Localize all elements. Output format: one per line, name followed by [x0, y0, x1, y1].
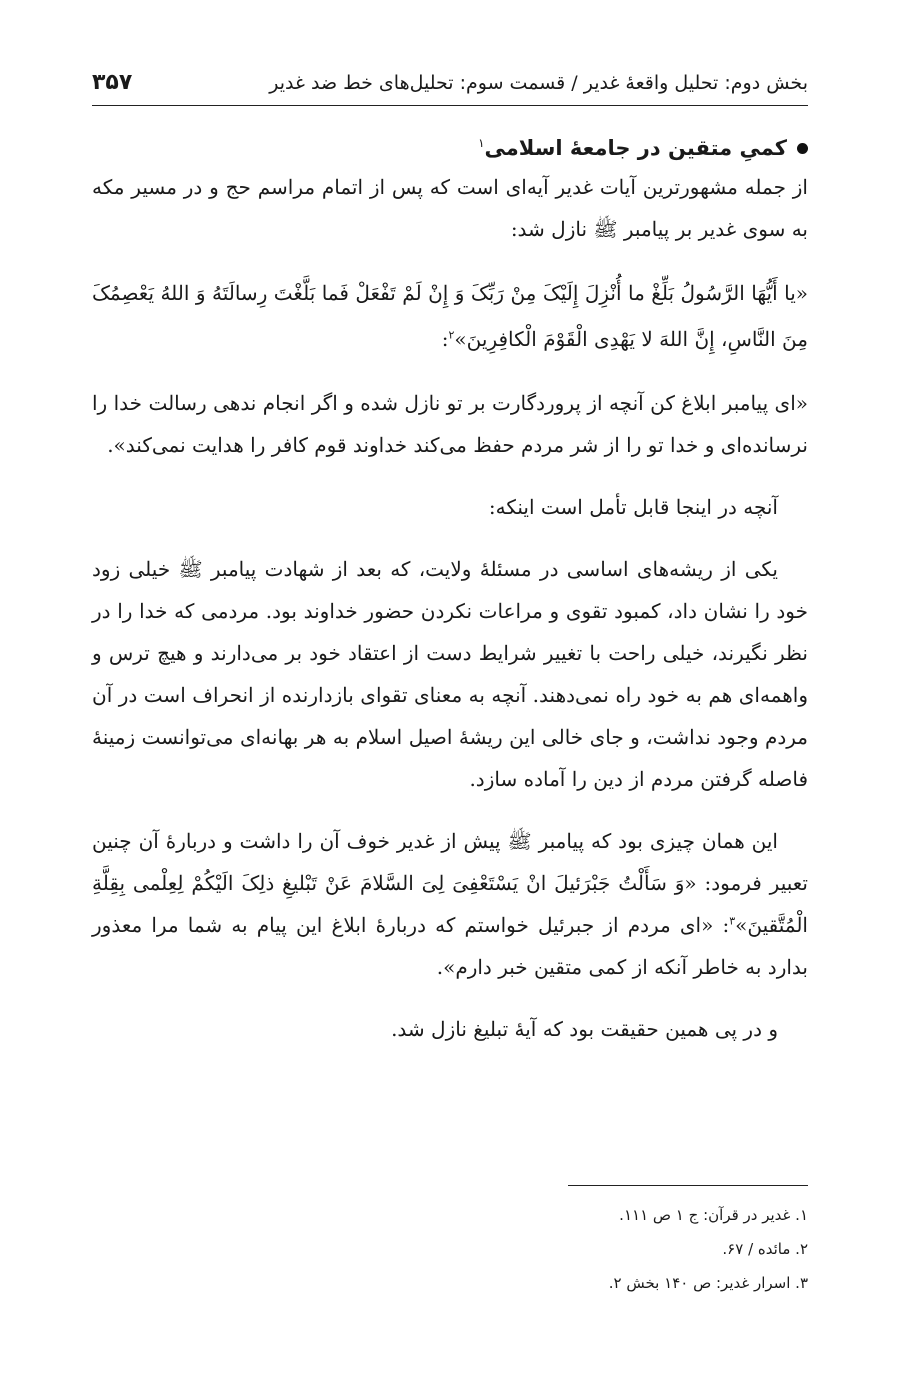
paragraph-conclusion: و در پی همین حقیقت بود که آیهٔ تبلیغ نازل شد.	[391, 1017, 778, 1041]
bullet-icon	[797, 143, 808, 154]
footnote-separator	[568, 1185, 808, 1186]
page-number: ۳۵۷	[92, 70, 133, 95]
footnote-mark-3: ۳	[729, 914, 736, 928]
footnote-1: ۱. غدیر در قرآن: ج ۱ ص ۱۱۱.	[619, 1206, 808, 1224]
section-title-text: کمیِ متقین در جامعهٔ اسلامی$^۱$	[478, 136, 787, 160]
paragraph-hadith: این همان چیزی بود که پیامبر ﷺ پیش از غدیر خوف آن را داشت و دربارهٔ آن چنین تعبیر فرمود: «وَ سَأَلْتُ جَبْرَئیلَ انْ یَسْتَعْفِیَ لِیَ السَّلامَ عَنْ تَبْلیغِ ذلِکَ الَیْکُمْ لِعِلْمی بِقِلَّةِ الْمُتَّقینَ»$^۳$: «ای مردم از جبرئیل خواستم که دربارهٔ ابلاغ این پیام به شما مرا معذور بدارد به خاطر آنکه از کمی متقین خبر دارم».	[92, 829, 808, 979]
footnotes	[92, 1198, 808, 1300]
paragraph-analysis: یکی از ریشه‌های اساسی در مسئلهٔ ولایت، که بعد از شهادت پیامبر ﷺ خیلی زود خود را نشان داد، کمبود تقوی و مراعات نکردن حضور خداوند بود. مردمی که خدا را در نظر نگیرند، خیلی راحت با تغییر شرایط دست از اعتقاد خود بر می‌دارند و هیچ ترس و واهمه‌ای هم به خود راه نمی‌دهند. آنچه به معنای تقوای بازدارنده از انحراف است در آن مردم وجود نداشت، و جای خالی این ریشهٔ اصیل اسلام به هر بهانه‌ای می‌توانست زمینهٔ فاصله گرفتن مردم از دین را آماده سازد.	[92, 557, 808, 791]
footnote-mark-1: ۱	[478, 136, 485, 150]
section-title	[92, 136, 808, 160]
running-header	[92, 70, 808, 106]
quran-verse: «یا أَیُّهَا الرَّسُولُ بَلِّغْ ما أُنْزِلَ إِلَیْکَ مِنْ رَبِّکَ وَ إِنْ لَمْ تَفْعَلْ فَما بَلَّغْتَ رِسالَتَهُ وَ اللهُ یَعْصِمُکَ مِنَ النَّاسِ، إِنَّ اللهَ لا یَهْدِی الْقَوْمَ الْکافِرِینَ»$^۲$:	[92, 281, 808, 351]
footnote-3: ۳. اسرار غدیر: ص ۱۴۰ بخش ۲.	[608, 1274, 808, 1292]
paragraph-reflection: آنچه در اینجا قابل تأمل است اینکه:	[488, 495, 778, 519]
running-title: بخش دوم: تحلیل واقعهٔ غدیر / قسمت سوم: تحلیل‌های خط ضد غدیر	[269, 72, 808, 94]
footnote-2: ۲. مائده / ۶۷.	[722, 1240, 808, 1258]
paragraph-intro: از جمله مشهورترین آیات غدیر آیه‌ای است که پس از اتمام مراسم حج و در مسیر مکه به سوی غدیر بر پیامبر ﷺ نازل شد:	[92, 175, 808, 241]
footnote-mark-2: ۲	[448, 328, 455, 342]
verse-translation: «ای پیامبر ابلاغ کن آنچه از پروردگارت بر تو نازل شده و اگر انجام ندهی رسالت خدا را نرسانده‌ای و خدا تو را از شر مردم حفظ می‌کند خداوند قوم کافر را هدایت نمی‌کند».	[92, 391, 808, 457]
